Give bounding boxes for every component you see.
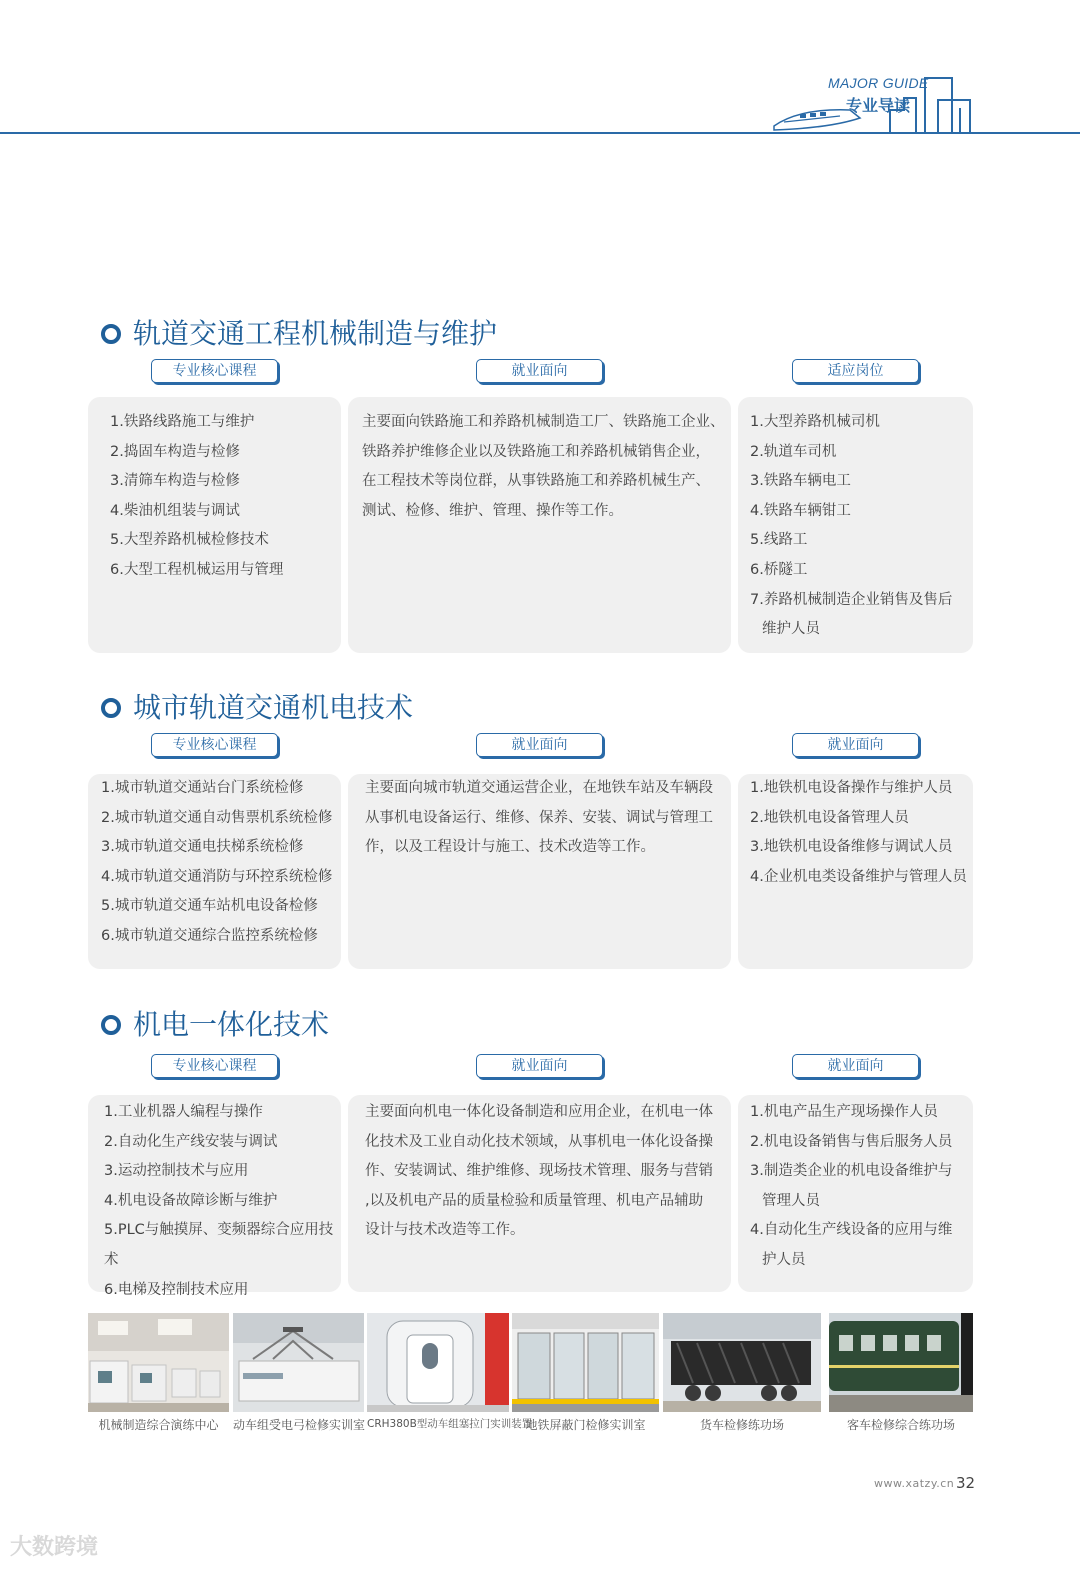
list-item: 2.机电设备销售与售后服务人员 bbox=[750, 1133, 953, 1150]
list-item: 5.城市轨道交通车站机电设备检修 bbox=[101, 898, 318, 915]
list-item: 4.柴油机组装与调试 bbox=[110, 502, 240, 519]
positions-list bbox=[750, 1098, 973, 1276]
courses-list bbox=[101, 774, 341, 952]
list-item: 2.捣固车构造与检修 bbox=[110, 443, 240, 460]
employment-line: 主要面向城市轨道交通运营企业，在地铁车站及车辆段 bbox=[365, 780, 713, 796]
courses-list bbox=[104, 1098, 341, 1305]
list-item: 2.自动化生产线安装与调试 bbox=[104, 1133, 278, 1150]
photo-caption: 货车检修练功场 bbox=[699, 1418, 784, 1432]
employment-line: 主要面向机电一体化设备制造和应用企业，在机电一体 bbox=[365, 1104, 713, 1120]
list-item: 管理人员 bbox=[762, 1192, 820, 1209]
photo-caption: 动车组受电弓检修实训室 bbox=[233, 1418, 366, 1432]
employment-line: 作、安装调试、维护维修、现场技术管理、服务与营销 bbox=[365, 1163, 713, 1180]
positions-box bbox=[738, 774, 973, 969]
list-item: 4.城市轨道交通消防与环控系统检修 bbox=[101, 868, 333, 885]
list-item: 4.自动化生产线设备的应用与维 bbox=[750, 1222, 953, 1239]
list-item: 1.城市轨道交通站台门系统检修 bbox=[101, 780, 304, 796]
tag-employment: 就业面向 bbox=[476, 1054, 603, 1078]
platform-door-photo bbox=[512, 1313, 659, 1412]
courses-box bbox=[88, 1095, 341, 1298]
header-title-cn: 专业导读 bbox=[846, 96, 911, 115]
list-item: 7.养路机械制造企业销售及售后 bbox=[750, 591, 953, 608]
list-item: 2.轨道车司机 bbox=[750, 443, 837, 460]
list-item: 5.线路工 bbox=[750, 532, 808, 549]
list-item: 3.运动控制技术与应用 bbox=[104, 1163, 249, 1180]
tag-employment-2: 就业面向 bbox=[792, 1054, 919, 1078]
list-item: 4.机电设备故障诊断与维护 bbox=[104, 1192, 278, 1209]
list-item: 3.铁路车辆电工 bbox=[750, 473, 851, 490]
tag-core-courses: 专业核心课程 bbox=[151, 359, 278, 383]
employment-box bbox=[348, 1095, 731, 1292]
list-item: 4.铁路车辆钳工 bbox=[750, 502, 851, 519]
list-item: 6.桥隧工 bbox=[750, 561, 808, 578]
list-item: 1.铁路线路施工与维护 bbox=[110, 414, 255, 430]
list-item: 1.地铁机电设备操作与维护人员 bbox=[750, 780, 953, 796]
section-rail-machinery bbox=[88, 312, 973, 654]
section-bullet-icon bbox=[101, 324, 121, 344]
list-item: 5.大型养路机械检修技术 bbox=[110, 532, 269, 549]
positions-list bbox=[750, 408, 973, 645]
tag-positions: 适应岗位 bbox=[792, 359, 919, 383]
section-title: 城市轨道交通机电技术 bbox=[133, 691, 414, 724]
list-item: 1.工业机器人编程与操作 bbox=[104, 1104, 263, 1120]
tag-employment: 就业面向 bbox=[476, 359, 603, 383]
list-item: 2.城市轨道交通自动售票机系统检修 bbox=[101, 809, 333, 826]
tag-employment: 就业面向 bbox=[476, 733, 603, 757]
section-bullet-icon bbox=[101, 698, 121, 718]
list-item: 6.大型工程机械运用与管理 bbox=[110, 561, 284, 578]
positions-box bbox=[738, 1095, 973, 1292]
header-title-en: MAJOR GUIDE bbox=[828, 75, 929, 91]
list-item: 3.地铁机电设备维修与调试人员 bbox=[750, 839, 953, 856]
positions-box bbox=[738, 397, 973, 653]
list-item: 6.城市轨道交通综合监控系统检修 bbox=[101, 927, 318, 944]
list-item: 1.大型养路机械司机 bbox=[750, 414, 880, 430]
employment-line: 测试、检修、维护、管理、操作等工作。 bbox=[362, 502, 623, 519]
employment-line: 主要面向铁路施工和养路机械制造工厂、铁路施工企业、 bbox=[362, 414, 725, 430]
section-mechatronics bbox=[88, 1003, 973, 1298]
list-item: 3.清筛车构造与检修 bbox=[110, 473, 240, 490]
list-item: 3.制造类企业的机电设备维护与 bbox=[750, 1163, 953, 1180]
employment-line: 在工程技术等岗位群，从事铁路施工和养路机械生产、 bbox=[362, 473, 710, 490]
employment-line: ,以及机电产品的质量检验和质量管理、机电产品辅助 bbox=[365, 1192, 704, 1209]
section-title: 机电一体化技术 bbox=[133, 1008, 330, 1041]
list-item: 1.机电产品生产现场操作人员 bbox=[750, 1104, 938, 1120]
list-item: 6.电梯及控制技术应用 bbox=[104, 1281, 249, 1298]
tag-core-courses: 专业核心课程 bbox=[151, 1054, 278, 1078]
section-urban-rail-electromechanical bbox=[88, 686, 973, 970]
photo-caption: CRH380B型动车组塞拉门实训装置 bbox=[367, 1418, 533, 1430]
employment-line: 化技术及工业自动化技术领域，从事机电一体化设备操 bbox=[365, 1133, 713, 1150]
watermark: 大数跨境 bbox=[10, 1535, 99, 1560]
employment-line: 设计与技术改造等工作。 bbox=[365, 1222, 525, 1239]
list-item: 维护人员 bbox=[762, 621, 820, 638]
employment-line: 从事机电设备运行、维修、保养、安装、调试与管理工 bbox=[365, 809, 713, 826]
courses-box bbox=[88, 397, 341, 653]
courses-list bbox=[110, 408, 341, 586]
courses-box bbox=[88, 774, 341, 969]
list-item: 3.城市轨道交通电扶梯系统检修 bbox=[101, 839, 304, 856]
passenger-car-photo bbox=[829, 1313, 973, 1412]
tag-employment-2: 就业面向 bbox=[792, 733, 919, 757]
employment-line: 铁路养护维修企业以及铁路施工和养路机械销售企业， bbox=[362, 443, 710, 460]
photo-caption: 机械制造综合演练中心 bbox=[98, 1418, 219, 1432]
workshop-photo bbox=[88, 1313, 229, 1412]
list-item: 护人员 bbox=[762, 1251, 806, 1268]
footer-url: www.xatzy.cn bbox=[874, 1477, 955, 1490]
list-item: 2.地铁机电设备管理人员 bbox=[750, 809, 909, 826]
photo-caption: 客车检修综合练功场 bbox=[846, 1418, 955, 1432]
employment-box bbox=[348, 397, 731, 653]
freight-car-photo bbox=[663, 1313, 821, 1412]
section-bullet-icon bbox=[101, 1015, 121, 1035]
list-item: 5.PLC与触摸屏、变频器综合应用技术 bbox=[104, 1222, 334, 1268]
positions-list bbox=[750, 774, 973, 892]
photo-caption: 地铁屏蔽门检修实训室 bbox=[525, 1418, 646, 1432]
list-item: 4.企业机电类设备维护与管理人员 bbox=[750, 868, 967, 885]
page-number: 32 bbox=[956, 1474, 976, 1492]
section-title: 轨道交通工程机械制造与维护 bbox=[133, 317, 498, 350]
tag-core-courses: 专业核心课程 bbox=[151, 733, 278, 757]
train-door-photo bbox=[367, 1313, 509, 1412]
employment-box bbox=[348, 774, 731, 969]
employment-line: 作，以及工程设计与施工、技术改造等工作。 bbox=[365, 839, 655, 856]
pantograph-lab-photo bbox=[233, 1313, 364, 1412]
